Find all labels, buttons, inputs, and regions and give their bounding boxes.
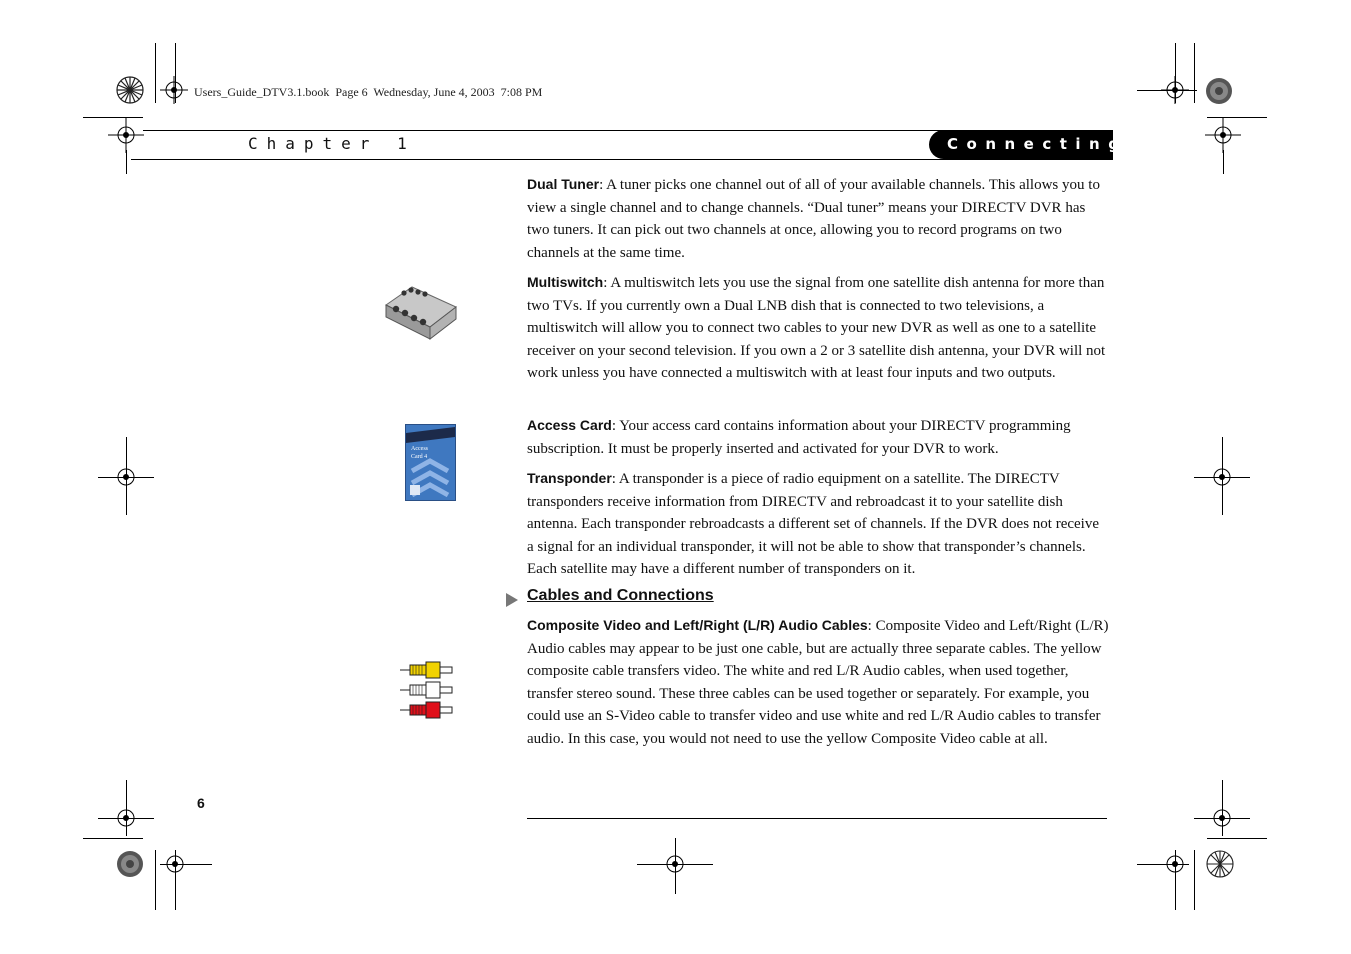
crosshair-icon <box>1206 461 1238 493</box>
starburst-icon <box>114 848 146 880</box>
entry-text: : Composite Video and Left/Right (L/R) Audio cables may appear to be just one cable, but are actually three separate cables. The yellow composite cable transfers video. The white and red L/R Audio cables, when used together, transfer stereo sound. These three cables can be used together or separately. For example, you could use an S-Video cable to transfer video and use white and red L/R Audio cables to transfer audio. In this case, you would not need to use the yellow Composite Video cable at all. <box>527 618 1109 747</box>
crosshair-icon <box>1159 848 1191 880</box>
access-card-icon <box>405 424 456 501</box>
page-number: 6 <box>197 795 205 811</box>
entry-transponder <box>527 467 1109 581</box>
entry-dual-tuner <box>527 173 1109 264</box>
entry-term: Transponder <box>527 470 612 486</box>
crosshair-icon <box>150 70 195 115</box>
entry-text: : A tuner picks one channel out of all of your available channels. This allows you to view a single channel and to change channels. “Dual tuner” means your DIRECTV DVR has two tuners. It can pick out two channels at once, allowing you to record programs on two channels at the same time. <box>527 177 1100 261</box>
starburst-icon <box>1204 848 1236 880</box>
crosshair-icon <box>1203 115 1243 155</box>
section-heading-cables: Cables and Connections <box>527 587 714 604</box>
entry-term: Access Card <box>527 417 612 433</box>
card-line-2: Card 4 <box>411 454 428 460</box>
entry-term: Multiswitch <box>527 274 604 290</box>
crosshair-icon <box>1206 802 1238 834</box>
crosshair-icon <box>659 848 691 880</box>
section-label: Connecting <box>929 130 1113 159</box>
crosshair-icon <box>159 848 191 880</box>
triangle-right-icon <box>505 592 519 608</box>
print-info: Users_Guide_DTV3.1.book Page 6 Wednesday, June 4, 2003 7:08 PM <box>194 85 543 99</box>
starburst-icon <box>110 70 155 115</box>
crosshair-icon <box>110 461 142 493</box>
entry-composite-cables <box>527 614 1109 750</box>
entry-text: : A multiswitch lets you use the signal from one satellite dish antenna for more than two TVs. If you currently own a Dual LNB dish that is connected to two televisions, a multiswitch will allow you to connect two cables to your new DVR as well as one to a satellite receiver on your second television. If you own a 2 or 3 satellite dish antenna, your DVR will not work unless you have connected a multiswitch with at least four inputs and two outputs. <box>527 275 1106 381</box>
card-line-1: Access <box>411 446 428 452</box>
chapter-label: Chapter 1 <box>248 134 416 153</box>
entry-text: : A transponder is a piece of radio equipment on a satellite. The DIRECTV transponders receive information from DIRECTV and rebroadcast it to your satellite dish antenna. Each transponder rebroadcasts a different set of channels. If the DVR does not receive a signal for an individual transponder, it will not be able to show that transponder’s channels. Each satellite may have a different number of transponders on it. <box>527 471 1099 577</box>
entry-term: Composite Video and Left/Right (L/R) Audio Cables <box>527 617 868 633</box>
crosshair-icon <box>110 802 142 834</box>
crosshair-icon <box>106 115 146 155</box>
entry-text: : Your access card contains information about your DIRECTV programming subscription. It must be properly inserted and activated for your DVR to work. <box>527 418 1071 457</box>
entry-access-card <box>527 414 1109 460</box>
starburst-icon <box>1203 75 1235 107</box>
multiswitch-icon <box>384 283 460 341</box>
av-cables-icon <box>398 660 458 720</box>
entry-multiswitch <box>527 271 1109 385</box>
footer-rule <box>527 818 1107 819</box>
header-rule-bottom <box>131 159 1113 160</box>
entry-term: Dual Tuner <box>527 176 600 192</box>
